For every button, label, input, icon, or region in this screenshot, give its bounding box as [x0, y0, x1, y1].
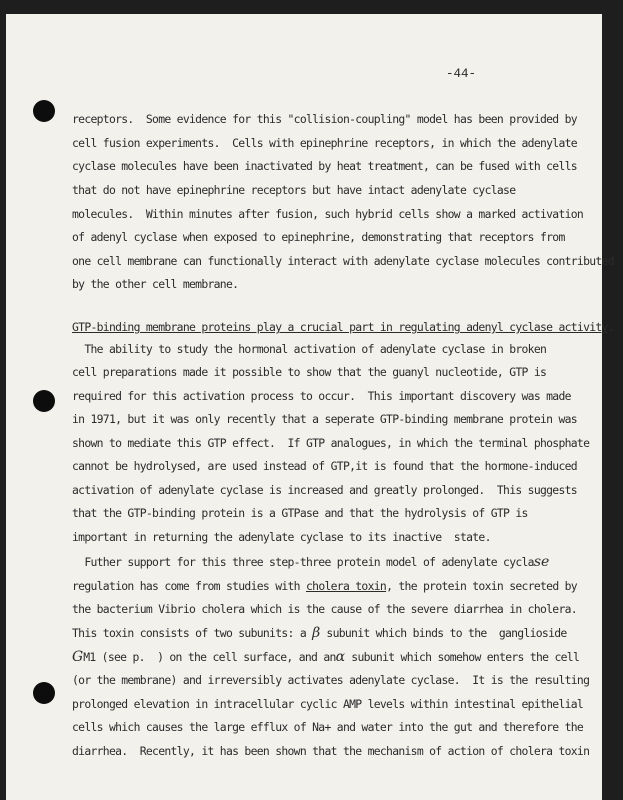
page-number: -44-	[446, 67, 477, 81]
text-run: Futher support for this three step-three protein model of adenylate cycla	[72, 555, 534, 569]
text-line: receptors. Some evidence for this "collision-coupling" model has been provided by	[72, 112, 577, 126]
text-line: in 1971, but it was only recently that a seperate GTP-binding membrane protein was	[72, 412, 577, 426]
text-line: diarrhea. Recently, it has been shown that the mechanism of action of cholera toxin	[72, 744, 590, 758]
text-line: required for this activation process to occur. This important discovery was made	[72, 389, 571, 403]
text-line: cannot be hydrolysed, are used instead of GTP,it is found that the hormone-induced	[72, 459, 577, 473]
text-line: activation of adenylate cyclase is increased and greatly prolonged. This suggests	[72, 483, 577, 497]
binder-hole	[33, 390, 55, 412]
underlined-term: cholera toxin	[306, 579, 387, 593]
handwritten-g: G	[72, 649, 84, 665]
section-heading-text: GTP-binding membrane proteins play a crucial part in regulating adenyl cyclase activity	[72, 320, 608, 334]
text-line	[72, 650, 579, 664]
section-heading	[72, 320, 614, 334]
text-line: the bacterium Vibrio cholera which is the cause of the severe diarrhea in cholera.	[72, 602, 577, 616]
text-line: cell fusion experiments. Cells with epinephrine receptors, in which the adenylate	[72, 136, 577, 150]
text-line: that the GTP-binding protein is a GTPase and that the hydrolysis of GTP is	[72, 506, 528, 520]
handwritten-beta: β	[312, 625, 321, 641]
text-line: important in returning the adenylate cyclase to its inactive state.	[72, 530, 491, 544]
text-line: molecules. Within minutes after fusion, such hybrid cells show a marked activation	[72, 207, 584, 221]
text-line: cells which causes the large efflux of Na+ and water into the gut and therefore the	[72, 720, 584, 734]
text-line: cell preparations made it possible to show that the guanyl nucleotide, GTP is	[72, 365, 547, 379]
handwritten-correction: se	[533, 554, 550, 570]
text-line: that do not have epinephrine receptors but have intact adenylate cyclase	[72, 183, 516, 197]
text-line: shown to mediate this GTP effect. If GTP analogues, in which the terminal phosphate	[72, 436, 590, 450]
text-line: prolonged elevation in intracellular cyclic AMP levels within intestinal epithelial	[72, 697, 584, 711]
text-run: regulation has come from studies with	[72, 579, 306, 593]
text-run: M1 (see p. ) on the cell surface, and an	[83, 650, 336, 664]
text-line	[72, 555, 549, 569]
text-run: subunit which binds to the ganglioside	[320, 626, 567, 640]
binder-hole	[33, 682, 55, 704]
heading-mark: .	[607, 320, 614, 334]
text-line: (or the membrane) and irreversibly activates adenylate cyclase. It is the resulting	[72, 673, 590, 687]
handwritten-alpha: α	[335, 649, 346, 665]
text-line: one cell membrane can functionally interact with adenylate cyclase molecules contributed	[72, 254, 614, 268]
text-line: The ability to study the hormonal activation of adenylate cyclase in broken	[72, 342, 547, 356]
text-line: by the other cell membrane.	[72, 277, 239, 291]
binder-hole	[33, 100, 55, 122]
text-line: cyclase molecules have been inactivated by heat treatment, can be fused with cells	[72, 159, 577, 173]
document-page	[6, 14, 614, 800]
text-line	[72, 626, 567, 640]
text-line	[72, 579, 577, 593]
text-run: subunit which somehow enters the cell	[345, 650, 580, 664]
text-line: of adenyl cyclase when exposed to epinephrine, demonstrating that receptors from	[72, 230, 565, 244]
text-run: This toxin consists of two subunits: a	[72, 626, 313, 640]
text-run: , the protein toxin secreted by	[386, 579, 577, 593]
